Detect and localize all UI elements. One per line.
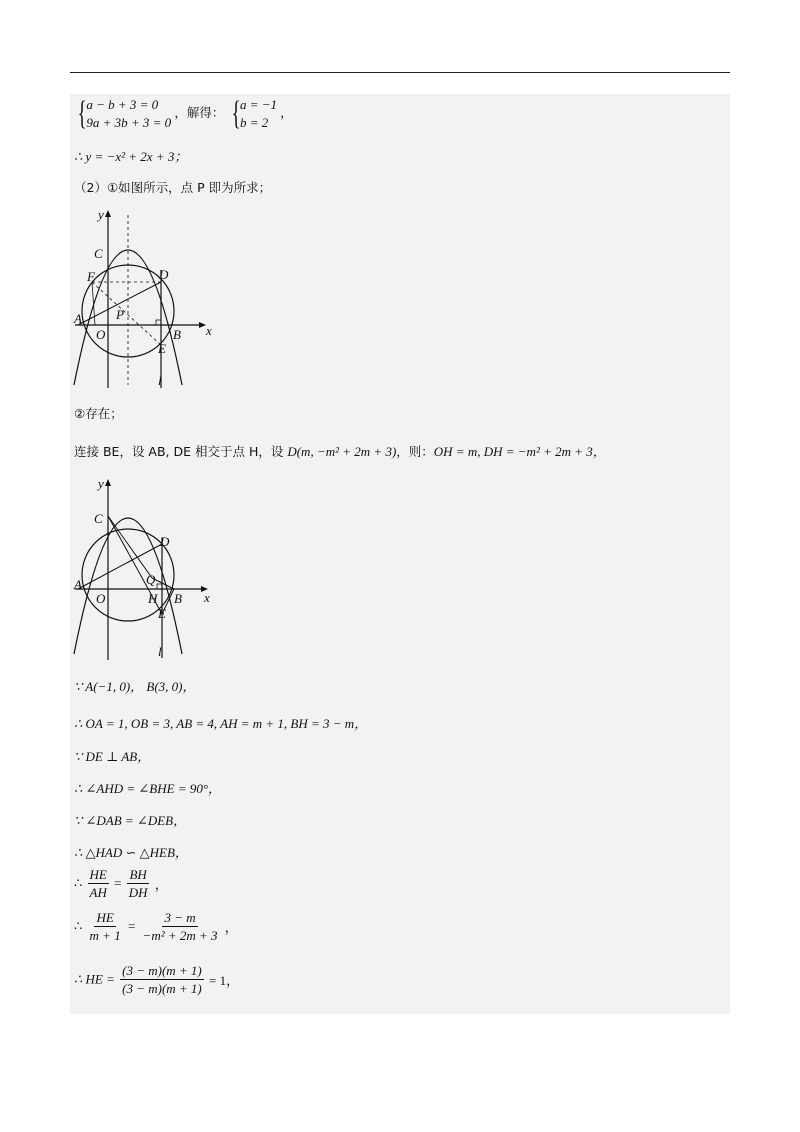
label-y: y bbox=[98, 207, 104, 222]
comma: ， bbox=[224, 920, 238, 935]
he-equals: ∴ HE = bbox=[74, 971, 115, 987]
fraction-bh-dh bbox=[127, 866, 150, 901]
segment-lengths: ∴ OA = 1, OB = 3, AB = 4, AH = m + 1, BH = 3 − m， bbox=[74, 716, 368, 731]
equals-sign: = bbox=[114, 875, 122, 891]
denominator: DH bbox=[128, 885, 148, 900]
he-result-line bbox=[74, 962, 239, 997]
part-2-heading bbox=[74, 178, 271, 196]
label-a: A bbox=[74, 311, 82, 326]
denominator: −m² + 2m + 3 bbox=[142, 928, 218, 943]
connect-be-line bbox=[74, 441, 606, 460]
label-b: B bbox=[173, 327, 181, 342]
denominator: m + 1 bbox=[89, 928, 121, 943]
label-a: A bbox=[74, 577, 82, 592]
figure-2 bbox=[70, 472, 220, 662]
connect-text: 连接 BE，设 AB, DE 相交于点 H，设 bbox=[74, 444, 288, 459]
comma: ， bbox=[280, 104, 293, 120]
label-p: P bbox=[116, 307, 124, 322]
equals-sign: = bbox=[127, 918, 136, 934]
left-brace: { bbox=[231, 95, 241, 132]
denominator: (3 − m)(m + 1) bbox=[122, 981, 202, 996]
label-l: l bbox=[158, 644, 162, 659]
label-c: C bbox=[94, 511, 103, 526]
right-angles-statement: ∴ ∠AHD = ∠BHE = 90°， bbox=[74, 781, 222, 796]
fraction-he-ah bbox=[88, 866, 109, 901]
left-brace: { bbox=[77, 95, 87, 132]
solve-label: ，解得： bbox=[174, 104, 225, 120]
perpendicular-statement: ∵ DE ⊥ AB， bbox=[74, 749, 151, 764]
equation-system-line bbox=[74, 96, 293, 132]
ratio-line-1 bbox=[74, 866, 168, 901]
segment-cq bbox=[108, 516, 152, 578]
label-e: E bbox=[158, 606, 166, 621]
exists-text: ②存在； bbox=[74, 406, 123, 421]
label-c: C bbox=[94, 246, 103, 261]
fraction-he-m1 bbox=[88, 909, 123, 944]
point-d-expr: D(m, −m² + 2m + 3) bbox=[287, 444, 397, 459]
parabola-equation: ∴ y = −x² + 2x + 3； bbox=[74, 149, 188, 164]
label-e: E bbox=[158, 341, 166, 356]
right-angle-mark bbox=[156, 320, 161, 325]
fraction-he-value bbox=[120, 962, 204, 997]
label-f: F bbox=[87, 269, 95, 284]
then-label: ，则： bbox=[396, 444, 434, 459]
fraction-3m-quadratic bbox=[141, 909, 220, 944]
label-l: l bbox=[158, 373, 162, 388]
result-value: = 1， bbox=[209, 973, 240, 988]
part-2-text: ①如图所示，点 P 即为所求； bbox=[106, 180, 272, 195]
exists-line bbox=[74, 404, 123, 422]
numerator: (3 − m)(m + 1) bbox=[122, 963, 202, 978]
ratio-line-2 bbox=[74, 909, 238, 944]
label-x: x bbox=[206, 323, 212, 338]
part-number: （2） bbox=[74, 180, 107, 195]
label-y: y bbox=[98, 476, 104, 491]
label-o: O bbox=[96, 327, 106, 342]
label-x: x bbox=[204, 590, 210, 605]
equal-angles-statement: ∵ ∠DAB = ∠DEB， bbox=[74, 813, 187, 828]
therefore-symbol: ∴ bbox=[74, 918, 83, 934]
system-row-1: a − b + 3 = 0 bbox=[86, 97, 159, 112]
similar-triangles-statement: ∴ △HAD ∽ △HEB， bbox=[74, 845, 188, 860]
oh-dh-expr: OH = m, DH = −m² + 2m + 3， bbox=[433, 444, 606, 459]
label-d: D bbox=[160, 534, 170, 549]
system-row-2: 9a + 3b + 3 = 0 bbox=[86, 115, 172, 130]
label-q: Q bbox=[146, 572, 156, 587]
right-angle-mark bbox=[157, 584, 162, 589]
figure-1 bbox=[70, 205, 220, 390]
comma: ， bbox=[154, 877, 168, 892]
denominator: AH bbox=[89, 885, 107, 900]
given-points: ∵ A(−1, 0)， B(3, 0)， bbox=[74, 679, 196, 694]
numerator: HE bbox=[89, 867, 107, 882]
numerator: 3 − m bbox=[164, 910, 196, 925]
numerator: BH bbox=[129, 867, 147, 882]
label-b: B bbox=[174, 591, 182, 606]
label-o: O bbox=[96, 591, 106, 606]
label-h: H bbox=[148, 591, 158, 606]
label-d: D bbox=[159, 267, 169, 282]
therefore-symbol: ∴ bbox=[74, 875, 83, 891]
header-rule bbox=[70, 72, 730, 73]
solution-b: b = 2 bbox=[240, 115, 269, 130]
solution-a: a = −1 bbox=[240, 97, 278, 112]
numerator: HE bbox=[96, 910, 114, 925]
